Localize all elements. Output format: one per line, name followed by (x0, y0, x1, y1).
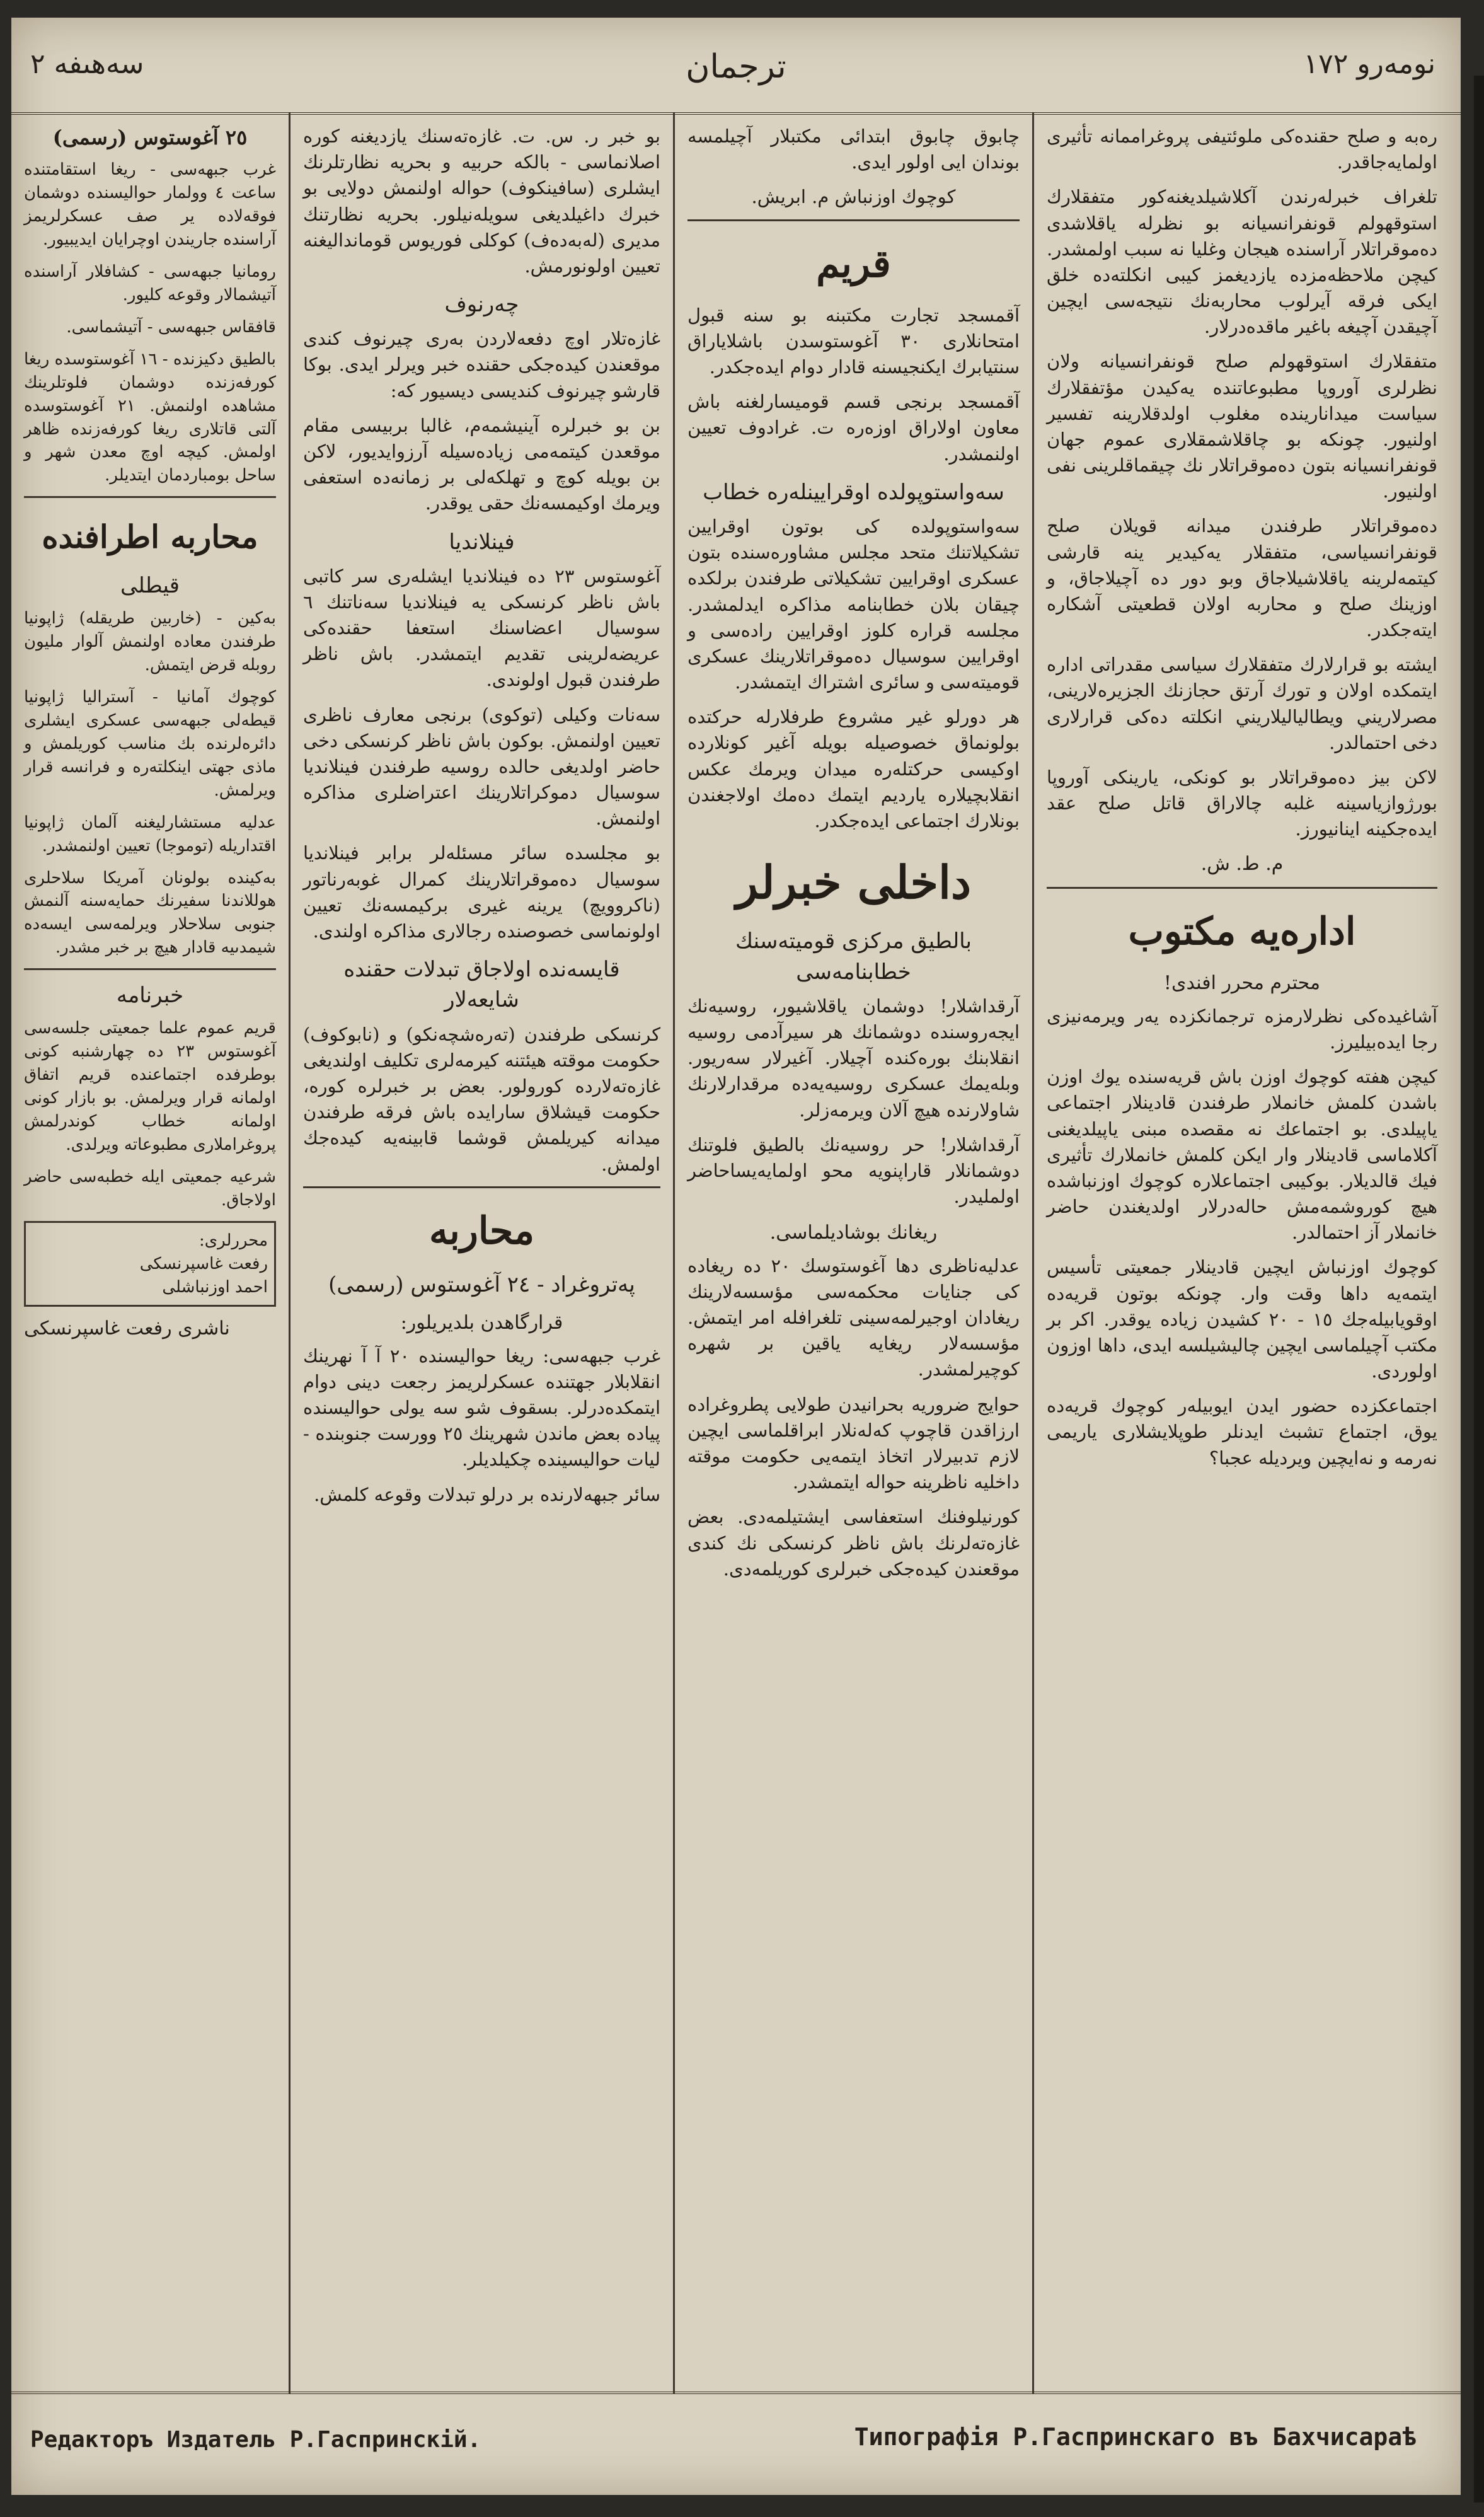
section-subtitle: سەواستوپولدە اوقرايينلەرە خطاب (703, 479, 1004, 505)
column-2 (675, 112, 1032, 2394)
article-paragraph: بالطيق دكيزندە - ١٦ آغوستوسدە ريغا كورفەزندە دوشمان فلوتلرينك مشاهدە اولنمش. ٢١ آغوستوسدە آلتى قاتلارى ريغا كورفەزندە ظاهر اولمش. كيچە اوچ معدن شهر و ساحل بومباردمان ايتديلر. (24, 349, 277, 485)
editor-name: احمد اوزنباشلى (162, 1277, 268, 1297)
article-paragraph: كوچوك اوزنباش ايچين قادينلار جمعيتى تأسيس ايتمەيە داها وقت وار. چونكە بوتون قريەدە اوقويابيلەجك ١٥ - ٢٠ كشيدن زيادە يوقدر. اكر بر مكتب آچيلماسى ايچين چاليشيلسە ايدى، داها اوزون اولوردى. (1047, 1256, 1437, 1382)
editors-label: محررلرى: (199, 1230, 268, 1250)
section-title: قريم (816, 241, 891, 286)
article-paragraph: آقمسجد برنجى قسم قوميسارلغنە باش معاون اولاراق اوزەرە ت. غرادوف تعيين اولنمشدر. (687, 391, 1020, 465)
article-paragraph: كيچن هفتە كوچوك اوزن باش قريەسندە يوك اوزن باشدن كلمش خانملار طرفندن قادينلار اجتماعى ياپيلدى. بو اجتماعك نە مقصدە مبنى ياپيلديغنى آكلاماسى قادينلار وار ايكن كلمش خانملارك تأثيرى فيك قالديلار. بوكيبى اجتماعلارە كوچوك اوزنباشدە هيچ كوروشمەمش حالەدرلار اولديغندن حاضر خانملار آز احتمالدر. (1047, 1066, 1437, 1244)
footer-printer-line: Типографія Р.Гаспринскаго въ Бахчисараѣ (854, 2423, 1417, 2451)
article-paragraph: دەموقراتلار طرفندن ميدانە قويلان صلح قونفرانسياسى، متفقلار يەكيدير ينە قارشى كيتمەلرينە ياقلاشيلاجاق وبو دور دە آچيلاجاق، و اوزينك صلح و محاربە اولان قطعيتى آشكارە ايتەجكدر. (1047, 515, 1437, 641)
page-number: سەھىفە ٢ (30, 48, 144, 80)
article-paragraph: رومانيا جبهەسى - كشافلار آراسندە آتيشمالار وقوعە كليور. (24, 262, 276, 304)
article-paragraph: غرب جبهەسى - ريغا استقامتندە ساعت ٤ وولمار حواليسندە دوشمان فوقەلادە ير صف عسكرلريمز آراسندە جاريندن اوچرايان ايديبيور. (24, 160, 277, 250)
section-title: محاربە اطرافندە (42, 518, 258, 556)
dispatch-date: ٢٥ آغوستوس (رسمى) (52, 125, 248, 149)
article-paragraph: متفقلارك استوقهولم صلح قونفرانسيانە ولان نظرلرى آوروپا مطبوعاتندە يەكيدن مؤتفقلارك سياست ميداناريندە مغلوب اولدقلارينە تفسير اولنيور. چونكە بو چاقلاشمقلارى عموم جهان قونفرانسيانە بتون دەموقراتلار نك چيقماقلرينى نفى اولنيور. (1047, 350, 1437, 502)
article-paragraph: حوايج ضروريە بحرانيدن طولايى پطروغرادە ارزاقدن قاچوپ كەلەنلار ابراقلماسى ايچين لازم تدبيرلار اتخاذ ايتمەيى حكومت موقتە داخليە ناظرينە حواله ايتمشدر. (687, 1393, 1020, 1493)
article-paragraph: قريم عموم علما جمعيتى جلسەسى آغوستوس ٢٣ دە چهارشنبە كونى بوطرفدە اجتماعندە قريم اتفاق اولمانە قرار ويرلمش. بو بازار كونى اولمانە خطاب كوندرلمش پروغراملارى مطبوعاتە ويرلدى. (24, 1019, 276, 1154)
editors-box (24, 1221, 276, 1307)
newspaper-page (11, 18, 1461, 2495)
section-subtitle: بالطيق مركزى قوميتەسنك خطابنامەسى (735, 929, 972, 985)
column-4 (11, 112, 289, 2394)
article-paragraph: لاكن بيز دەموقراتلار بو كونكى، يارينكى آوروپا بورژوازياسينە غلبە چالاراق قاتل صلح عقد ايدەجكينە اينانيورز. (1047, 766, 1437, 840)
column-1 (1034, 112, 1450, 2394)
article-paragraph: بەكين - (خاربين طريقلە) ژاپونيا طرفندن معادە اولنمش آلوار مليون روبلە قرض ايتمش. (24, 609, 276, 675)
article-paragraph: آشاغيدەكى نظرلارمزە ترجمانكزدە يەر ويرمەنيزى رجا ايدەبيليرز. (1047, 1005, 1437, 1053)
article-paragraph: آرقداشلار! حر روسيەنك بالطيق فلوتنك دوشمانلار قاراپنويە محو اولمايەيساحاضر اولمليدر. (687, 1133, 1020, 1208)
section-subtitle: فينلانديا (449, 529, 515, 555)
article-paragraph: ايشتە بو قرارلارك متفقلارك سياسى مقدراتى ادارە ايتمكدە اولان و تورك آرتق حجازنك الجزيرەلارينى، مصرلاريني ويطالياليلاريني انكلتە دەكى قرارلارى دخى احتمالدر. (1047, 654, 1437, 753)
article-paragraph: رەبە و صلح حقندەكى ملوئتيفى پروغراممانە تأثيرى اولمايەجاقدر. (1047, 125, 1437, 173)
section-subtitle: قرارگاهدن بلديريلور: (400, 1312, 563, 1334)
article-paragraph: آقمسجد تجارت مكتبنە بو سنە قبول امتحانلارى ٣٠ آغوستوسدن باشلاياراق سنتيابرك ايكنجيسنە قادار دوام ايدەجكدر. (687, 304, 1020, 378)
article-paragraph: آرقداشلار! دوشمان ياقلاشيور، روسيەنك ايجەروسندە دوشمانك هر سيرآدمى روسيە انقلابنك بورەكندە آچيلار. آغيرلار سەريور. وبلەيمك عسكرى روسيەيەدە مرقدارلارنك شاولارندە هيچ آلان ويرمەزلر. (687, 995, 1020, 1121)
article-paragraph: سەنات وكيلى (توكوى) برنجى معارف ناظرى تعيين اولنمش. بوكون باش ناظر كرنسكى دخى حاضر اولديغى حالدە روسيە طرفندن فينلانديا سوسيال دموكراتلارينك اعتراضلرى مذاكرە اولنمش. (303, 703, 660, 830)
article-signature: كوچوك اوزنباش م. ابريش. (751, 186, 956, 208)
page-header (11, 18, 1461, 115)
letter-salutation: محترم محرر افندى! (1163, 972, 1321, 995)
issue-number: نومەرو ١٧٢ (1303, 48, 1435, 80)
section-subtitle: ريغانك بوشاديلماسى. (769, 1222, 938, 1244)
article-paragraph: آغوستوس ٢٣ دە فينلانديا ايشلەرى سر كاتبى باش ناظر كرنسكى يە فينلانديا سەناتنك ٦ سوسيال اعضاسنك استعفا حقندەكى عريضەلرينى تقديم ايتمشدر. باش ناظر طرفندن قبول اولوندى. (303, 565, 660, 691)
article-paragraph: چابوق چابوق ابتدائى مكتبلار آچيلمسە بوندان ايى اولور ايدى. (687, 125, 1020, 173)
article-paragraph: شرعيە جمعيتى ايله خطبەسى حاضر اولاجاق. (24, 1167, 276, 1210)
section-subtitle: خبرنامە (116, 983, 184, 1009)
section-subtitle: پەتروغراد - ٢٤ آغوستوس (رسمى) (328, 1271, 635, 1297)
divider (24, 968, 276, 970)
article-paragraph: عدليە مستشارليغنە آلمان ژاپونيا اقتداريلە (توموجا) تعيين اولنمشدر. (24, 813, 276, 855)
section-subtitle: قيطلى (120, 573, 180, 599)
article-paragraph: كوچوك آمانيا - آستراليا ژاپونيا قيطەلى جبهەسى عسكرى ايشلرى دائرەلرندە بك مناسب كوريلمش و ماذى جهتى اينكلتەرە و فرانسە قرار ويرلمش. (24, 688, 276, 800)
article-paragraph: غازەتلار اوچ دفعەلاردن بەرى چيرنوف كندى موقعندن كيدەجكى حقندە خبر ويرلر ايدى. بوكا قارشو چيرنوف كنديسى ديسيور كە: (303, 328, 660, 402)
section-title: داخلى خبرلر (735, 855, 972, 910)
section-subtitle: چەرنوف (444, 292, 519, 318)
article-paragraph: قافقاس جبهەسى - آتيشماسى. (66, 317, 276, 337)
section-title: ادارەيە مكتوب (1128, 910, 1356, 954)
footer-editor-line: Редакторъ Издатель Р.Гаспринскій. (30, 2427, 481, 2453)
article-paragraph: كرنسكى طرفندن (تەرەشچەنكو) و (نابوكوف) حكومت موقتە هيئتنە كيرمەلرى تكليف اولنديغى غازەتەلاردە كورولور. بعض بر خبرلرە كورە، حكومت قيشلاق سارايدە باش فرقە طرفندن ميدانە كيريلمش قوشما قابينەيە كيدەجك اولمش. (303, 1023, 660, 1175)
article-paragraph: سەواستوپولدە كى بوتون اوقرايين تشكيلاتنك متحد مجلس مشاورەسندە بتون عسكرى اوقرايين تشكيلاتى طرفندن برلكدە چيقان بلان خطابنامە مذاكرە ايدلمشدر. مجلسە قرارە كلوز اوقرايين رادەسى و اوقرايين سوسيال دەموقراتلارينك عسكرى قوميتەسى و سائرى اشتراك ايتمشدر. (687, 516, 1020, 693)
publisher-line: ناشرى رفعت غاسپرنسكى (24, 1317, 230, 1340)
section-subtitle: قايسەندە اولاجاق تبدلات حقندە شايعەلار (343, 957, 620, 1013)
divider (1047, 887, 1437, 889)
column-3 (290, 112, 673, 2394)
masthead-title: ترجمان (686, 48, 786, 86)
article-paragraph: بو خبر ر. س. ت. غازەتەسنك يازديغنە كورە اصلانماسى - بالكە حربيە و بحريە نظارتلرنك ايشلرى (سافينكوف) حوالە اولنمش دولايى بو خبرك داغيلديغى سويلەنيلور. بحريە نظارتنك مديرى (لەبەدەف) كوكلى فوريوس قومانداليغنە تعيين اولونورمش. (303, 125, 660, 277)
article-signature: م. ط. ش. (1200, 853, 1284, 876)
divider (303, 1186, 660, 1188)
divider (24, 496, 276, 498)
article-paragraph: بو مجلسدە سائر مسئلەلر برابر فينلانديا سوسيال دەموقراتلارينك كمرال غوبەرناتور (ناكروويچ) يرينە غيرى بركيمسەنك تعيين اولونماسى خصوصندە رجالارى مذاكرە اولندى. (303, 842, 660, 942)
article-paragraph: تلغراف خبرلەرندن آكلاشيلديغنەكور متفقلارك استوقهولم قونفرانسيانە بو نظرلە ياقلاشدى دەموقراتلار آراسندە هيجان وغليا نە سبب اولمشدر. كيچن ملاحظەمزدە يازديغمز كيبى انكلتەدە خلق ايكى فرقە آيرلوب محاربەنك نتيجەسى ايچين آچيقدن آچيغە باغير ماقدەدرلار. (1047, 186, 1437, 338)
article-paragraph: كورنيلوفنك استعفاسى ايشتيلمەدى. بعض غازەتەلرنك باش ناظر كرنسكى نك كندى موقعندن كيدەجكى خبرلرى كوريلمەدى. (687, 1506, 1020, 1580)
divider (687, 219, 1020, 221)
scan-edge (1474, 76, 1484, 2503)
columns (11, 112, 1461, 2394)
article-paragraph: هر دورلو غير مشروع طرفلارلە حركتدە بولونماق خصوصيلە بويلە آغير كونلاردە اوكيسى حركتلەرە ميدان ويرمك عكس انقلابچيلارە يارديم ايتمك دەمك اولاجغندن بونلارك اجتماعى ايدەجكدر. (687, 706, 1020, 831)
page-footer (11, 2392, 1461, 2495)
editor-name: رفعت غاسپرنسكى (139, 1254, 268, 1273)
article-paragraph: غرب جبهەسى: ريغا حواليسندە ٢٠ آ آ نهرينك انقلابلار جهتندە عسكرلريمز رجعت دينى دوام ايتمكدەدرلر. بسقوف شو سە يولى حواليسندە پيادە بعض ماندن شهرينك ٢٥ وورست جنوبندە - ليات حواليسيندە چكيلديلر. (303, 1345, 660, 1471)
article-paragraph: بن بو خبرلرە آينيشمەم، غالبا بربيسى مقام موقعدن كيتمەمى زيادەسيلە آرزوايديور، لاكن بن بويلە كوچ و تهلكەلى بر زمانەدە استعفى ويرمك اوكيمسەنك حقى يوقدر. (303, 414, 660, 514)
article-paragraph: بەكيندە بولونان آمريكا سلاحلرى هوللاندنا سفيرنك حمايەسنە آلنمش جنوبى سلاحلار ويرلمەسى ايسەدە شيمدىيە قادار هيچ بر خبر مشدر. (24, 868, 276, 958)
article-paragraph: عدليەناظرى دها آغوستوسك ٢٠ دە ريغادە كى جنايات محكمەسى مؤسسەلارينك ريغادان اوجيرلمەسينى تلغرافلە امر ايتمش. مؤسسەلار ريغايە ياقين بر شهرە كوچيرلمشدر. (687, 1254, 1020, 1380)
section-title: محاربە (429, 1208, 534, 1253)
article-paragraph: اجتماعكزدە حضور ايدن ايوبيلەر كوچوك قريەدە يوق، اجتماع تشبث ايدنلر طوپلايشلارى ياريمى نەرمە و نەايچين ويرديلە عجبا؟ (1047, 1395, 1437, 1469)
article-paragraph: سائر جبهەلارندە بر درلو تبدلات وقوعە كلمش. (314, 1483, 660, 1505)
